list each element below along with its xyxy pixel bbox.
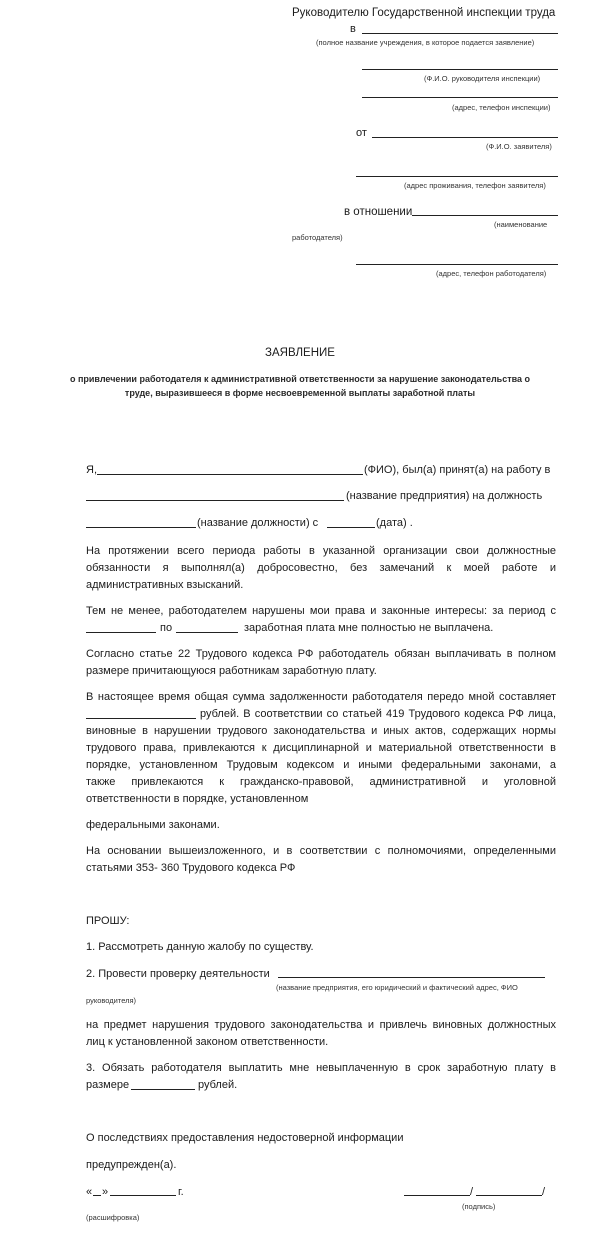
p5-line-1: В настоящее время общая сумма задолженности работодателя передо мной составляет (86, 691, 556, 703)
month-year-field[interactable] (110, 1195, 176, 1196)
request-item-3: 3. Обязать работодателя выплатить мне невыплаченную в срок заработную плату в (86, 1062, 556, 1074)
p2-line-2: обязанности я выполнял(а) добросовестно, без замечаний к моей работе и (86, 562, 556, 574)
p6: федеральными законами. (86, 819, 220, 831)
inspector-name-hint: (Ф.И.О. руководителя инспекции) (424, 74, 541, 83)
p5-line-3: виновные в нарушении трудового законодательства и иных актов, содержащих нормы (86, 725, 556, 737)
employer-name-hint-1: (наименование (494, 220, 548, 229)
signature-slash-1: / (470, 1186, 474, 1198)
p2-line-3: административных взысканий. (86, 579, 244, 591)
employer-name-hint-2: работодателя) (292, 233, 343, 242)
p3-tail: заработная плата мне полностью не выплачена. (244, 622, 494, 634)
day-field[interactable] (93, 1195, 101, 1196)
institution-field[interactable] (362, 33, 558, 34)
p1-position-label: (название должности) с (197, 517, 319, 529)
applicant-fio-field[interactable] (97, 474, 363, 475)
p1-fio-label: (ФИО), был(а) принят(а) на работу в (364, 464, 551, 476)
signature-field[interactable] (404, 1195, 470, 1196)
warning-line-1: О последствиях предоставления недостоверной информации (86, 1132, 404, 1144)
item2-hint-2: руководителя) (86, 996, 137, 1005)
company-name-field[interactable] (86, 500, 344, 501)
p5-line-5: порядке, установленном Трудовым кодексом и иными федеральными законами, а (86, 759, 556, 771)
inspection-address-hint: (адрес, телефон инспекции) (452, 103, 551, 112)
p2-line-1: На протяжении всего периода работы в указанной организации свои должностные (86, 545, 556, 557)
hire-date-field[interactable] (327, 527, 375, 528)
employer-address-field[interactable] (356, 264, 558, 265)
signature-decoding-field[interactable] (476, 1195, 542, 1196)
decoding-hint: (расшифровка) (86, 1213, 140, 1222)
signature-slash-2: / (542, 1186, 546, 1198)
document-subtitle-line-1: о привлечении работодателя к административной ответственности за нарушение законодательства о (69, 374, 531, 384)
p4-line-2: размере причитающуюся работникам заработную плату. (86, 665, 377, 677)
p7-line-1: На основании вышеизложенного, и в соответствии с полномочиями, определенными (86, 845, 556, 857)
p5-line-6: также привлекаются к гражданско-правовой, административной и уголовной (86, 776, 556, 788)
request-item-2: 2. Провести проверку деятельности (86, 968, 270, 980)
employer-name-field[interactable] (412, 215, 558, 216)
date-quote-open: « (86, 1186, 93, 1198)
p4-line-1: Согласно статье 22 Трудового кодекса РФ работодатель обязан выплачивать в полном (86, 648, 556, 660)
p5-line-7: ответственности в порядке, установленном (86, 793, 309, 805)
salary-amount-field[interactable] (131, 1089, 195, 1090)
p3-po: по (160, 622, 173, 634)
employer-address-hint: (адрес, телефон работодателя) (436, 269, 547, 278)
item3-prefix: размере (86, 1079, 130, 1091)
item3-suffix: рублей. (198, 1079, 238, 1091)
document-title: ЗАЯВЛЕНИЕ (265, 347, 335, 359)
item2-cont-1: на предмет нарушения трудового законодательства и привлечь виновных должностных (86, 1019, 556, 1031)
applicant-address-field[interactable] (356, 176, 558, 177)
request-heading: ПРОШУ: (86, 915, 130, 927)
in-prefix: в (350, 23, 356, 35)
position-field[interactable] (86, 527, 196, 528)
from-prefix: от (356, 127, 367, 139)
p3-line-1: Тем не менее, работодателем нарушены мои права и законные интересы: за период с (86, 605, 556, 617)
regarding-prefix: в отношении (344, 206, 413, 218)
applicant-name-hint: (Ф.И.О. заявителя) (486, 142, 552, 151)
period-to-field[interactable] (176, 632, 238, 633)
p5-line-4: трудового права, привлекаются к дисциплинарной и материальной ответственности в (86, 742, 556, 754)
period-from-field[interactable] (86, 632, 156, 633)
p1-start: Я, (86, 464, 97, 476)
p7-line-2: статьями 353- 360 Трудового кодекса РФ (86, 862, 296, 874)
warning-line-2: предупрежден(а). (86, 1159, 177, 1171)
p5-line-2: рублей. В соответствии со статьей 419 Трудового кодекса РФ лица, (200, 708, 556, 720)
inspected-company-field[interactable] (278, 977, 545, 978)
debt-amount-field[interactable] (86, 718, 196, 719)
institution-hint: (полное название учреждения, в которое подается заявление) (316, 38, 535, 47)
inspector-name-field[interactable] (362, 69, 558, 70)
request-item-1: 1. Рассмотреть данную жалобу по существу. (86, 941, 314, 953)
addressee-title: Руководителю Государственной инспекции труда (292, 7, 556, 19)
document-subtitle-line-2: труде, выразившееся в форме несвоевременной выплаты заработной платы (124, 388, 476, 398)
applicant-address-hint: (адрес проживания, телефон заявителя) (404, 181, 546, 190)
p1-company-label: (название предприятия) на должность (346, 490, 543, 502)
p1-date-label: (дата) . (376, 517, 413, 529)
item2-hint-1: (название предприятия, его юридический и фактический адрес, ФИО (276, 983, 518, 992)
item2-cont-2: лиц к установленной законом ответственности. (86, 1036, 329, 1048)
applicant-name-field[interactable] (372, 137, 558, 138)
signature-hint: (подпись) (462, 1202, 496, 1211)
year-suffix: г. (178, 1186, 184, 1198)
date-quote-close: » (102, 1186, 109, 1198)
inspection-address-field[interactable] (362, 97, 558, 98)
